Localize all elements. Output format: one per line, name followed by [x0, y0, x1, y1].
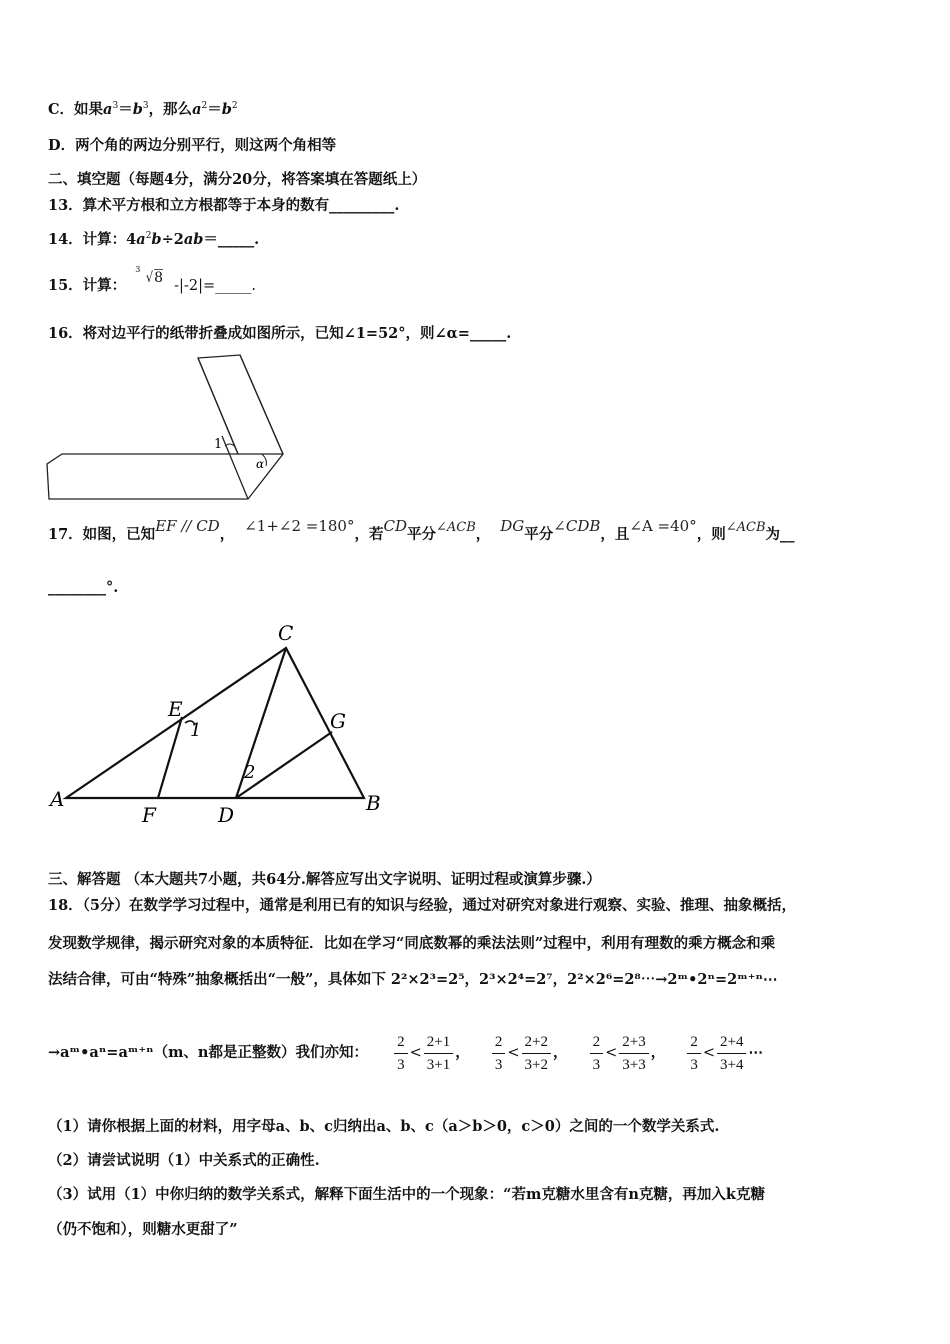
- cube-root: 3 √8: [135, 265, 164, 286]
- question-16: 16．将对边平行的纸带折叠成如图所示，已知∠1=52°，则∠α=_____.: [48, 325, 512, 342]
- option-d: D．两个角的两边分别平行，则这两个角相等: [48, 137, 337, 154]
- question-18-sub-3-cont: （仍不饱和），则糖水更甜了”: [48, 1221, 238, 1238]
- option-c: C．如果$a^3=b^3$，那么$a^2=b^2$: [48, 101, 238, 118]
- question-17-answer-line: ________°.: [48, 579, 119, 596]
- fraction-group-4: $\frac{2}{3}$ < $\frac{2+4}{3+4}$ ⋯: [685, 1044, 763, 1061]
- section-2-heading: 二、填空题（每题4分，满分20分，将答案填在答题纸上）: [48, 171, 427, 188]
- question-18-line-1: 18．（5分）在数学学习过程中，通常是利用已有的知识与经验，通过对研究对象进行观察、实验、推理、抽象概括，: [48, 897, 797, 914]
- question-17: 17．如图，已知EF // CD， ∠1+∠2 =180°，若CD平分∠ACB， DG平分∠CDB，且∠A =40°，则∠ACB为__: [48, 517, 795, 543]
- fraction-group-3: $\frac{2}{3}$ < $\frac{2+3}{3+3}$ ，: [588, 1044, 671, 1061]
- figure-16-folded-strip: [40, 350, 300, 510]
- question-18-line-4: →aᵐ•aⁿ=aᵐ⁺ⁿ（m、n都是正整数）我们亦知： $\frac{2}{3}$ < $\frac{2+1}{3+1}$ ， $\frac{2}{3}$ < $\frac{2+2}{3+2}$ ， $\frac{2}{3}$ < $\frac{2+3}{3+3}$ ， $\frac{2}{3}$ < $\frac{2+4}{3+4}$ ⋯: [48, 1033, 763, 1073]
- question-13: 13．算术平方根和立方根都等于本身的数有_________.: [48, 197, 400, 214]
- fraction-group-2: $\frac{2}{3}$ < $\frac{2+2}{3+2}$ ，: [490, 1044, 573, 1061]
- fig16-angle-1-label: 1: [214, 437, 223, 452]
- fig17-label-D: D: [218, 803, 235, 827]
- question-18-sub-1: （1）请你根据上面的材料，用字母a、b、c归纳出a、b、c（a＞b＞0，c＞0）之间的一个数学关系式.: [48, 1118, 720, 1135]
- fig17-label-E: E: [168, 697, 183, 721]
- fig17-angle-1-label: 1: [190, 720, 202, 741]
- fig17-label-B: B: [366, 791, 381, 815]
- question-15: 15．计算： 3 √8 -|-2|=_____.: [48, 265, 256, 294]
- question-18-sub-2: （2）请尝试说明（1）中关系式的正确性.: [48, 1152, 320, 1169]
- question-18-line-2: 发现数学规律，揭示研究对象的本质特征．比如在学习“同底数幂的乘法法则”过程中，利用有理数的乘方概念和乘: [48, 935, 776, 952]
- figure-17-triangle: [40, 612, 400, 832]
- fig17-label-F: F: [142, 803, 156, 827]
- fig16-alpha-label: α: [256, 457, 265, 471]
- fraction-group-1: $\frac{2}{3}$ < $\frac{2+1}{3+1}$ ，: [392, 1044, 475, 1061]
- fig17-label-C: C: [278, 621, 294, 645]
- section-3-heading: 三、解答题 （本大题共7小题，共64分.解答应写出文字说明、证明过程或演算步骤.）: [48, 871, 601, 888]
- fig17-label-A: A: [50, 787, 65, 811]
- question-18-line-3: 法结合律，可由“特殊”抽象概括出“一般”，具体如下 2²×2³=2⁵，2³×2⁴=2⁷，2²×2⁶=2⁸⋯→2ᵐ•2ⁿ=2ᵐ⁺ⁿ⋯: [48, 971, 778, 988]
- question-14: 14．计算：$4a^2b\div 2ab=\_\_\_\_\_$.: [48, 231, 260, 248]
- question-18-sub-3: （3）试用（1）中你归纳的数学关系式，解释下面生活中的一个现象：“若m克糖水里含有n克糖，再加入k克糖: [48, 1186, 765, 1203]
- fig17-angle-2-label: 2: [244, 762, 256, 783]
- fig17-label-G: G: [330, 709, 346, 733]
